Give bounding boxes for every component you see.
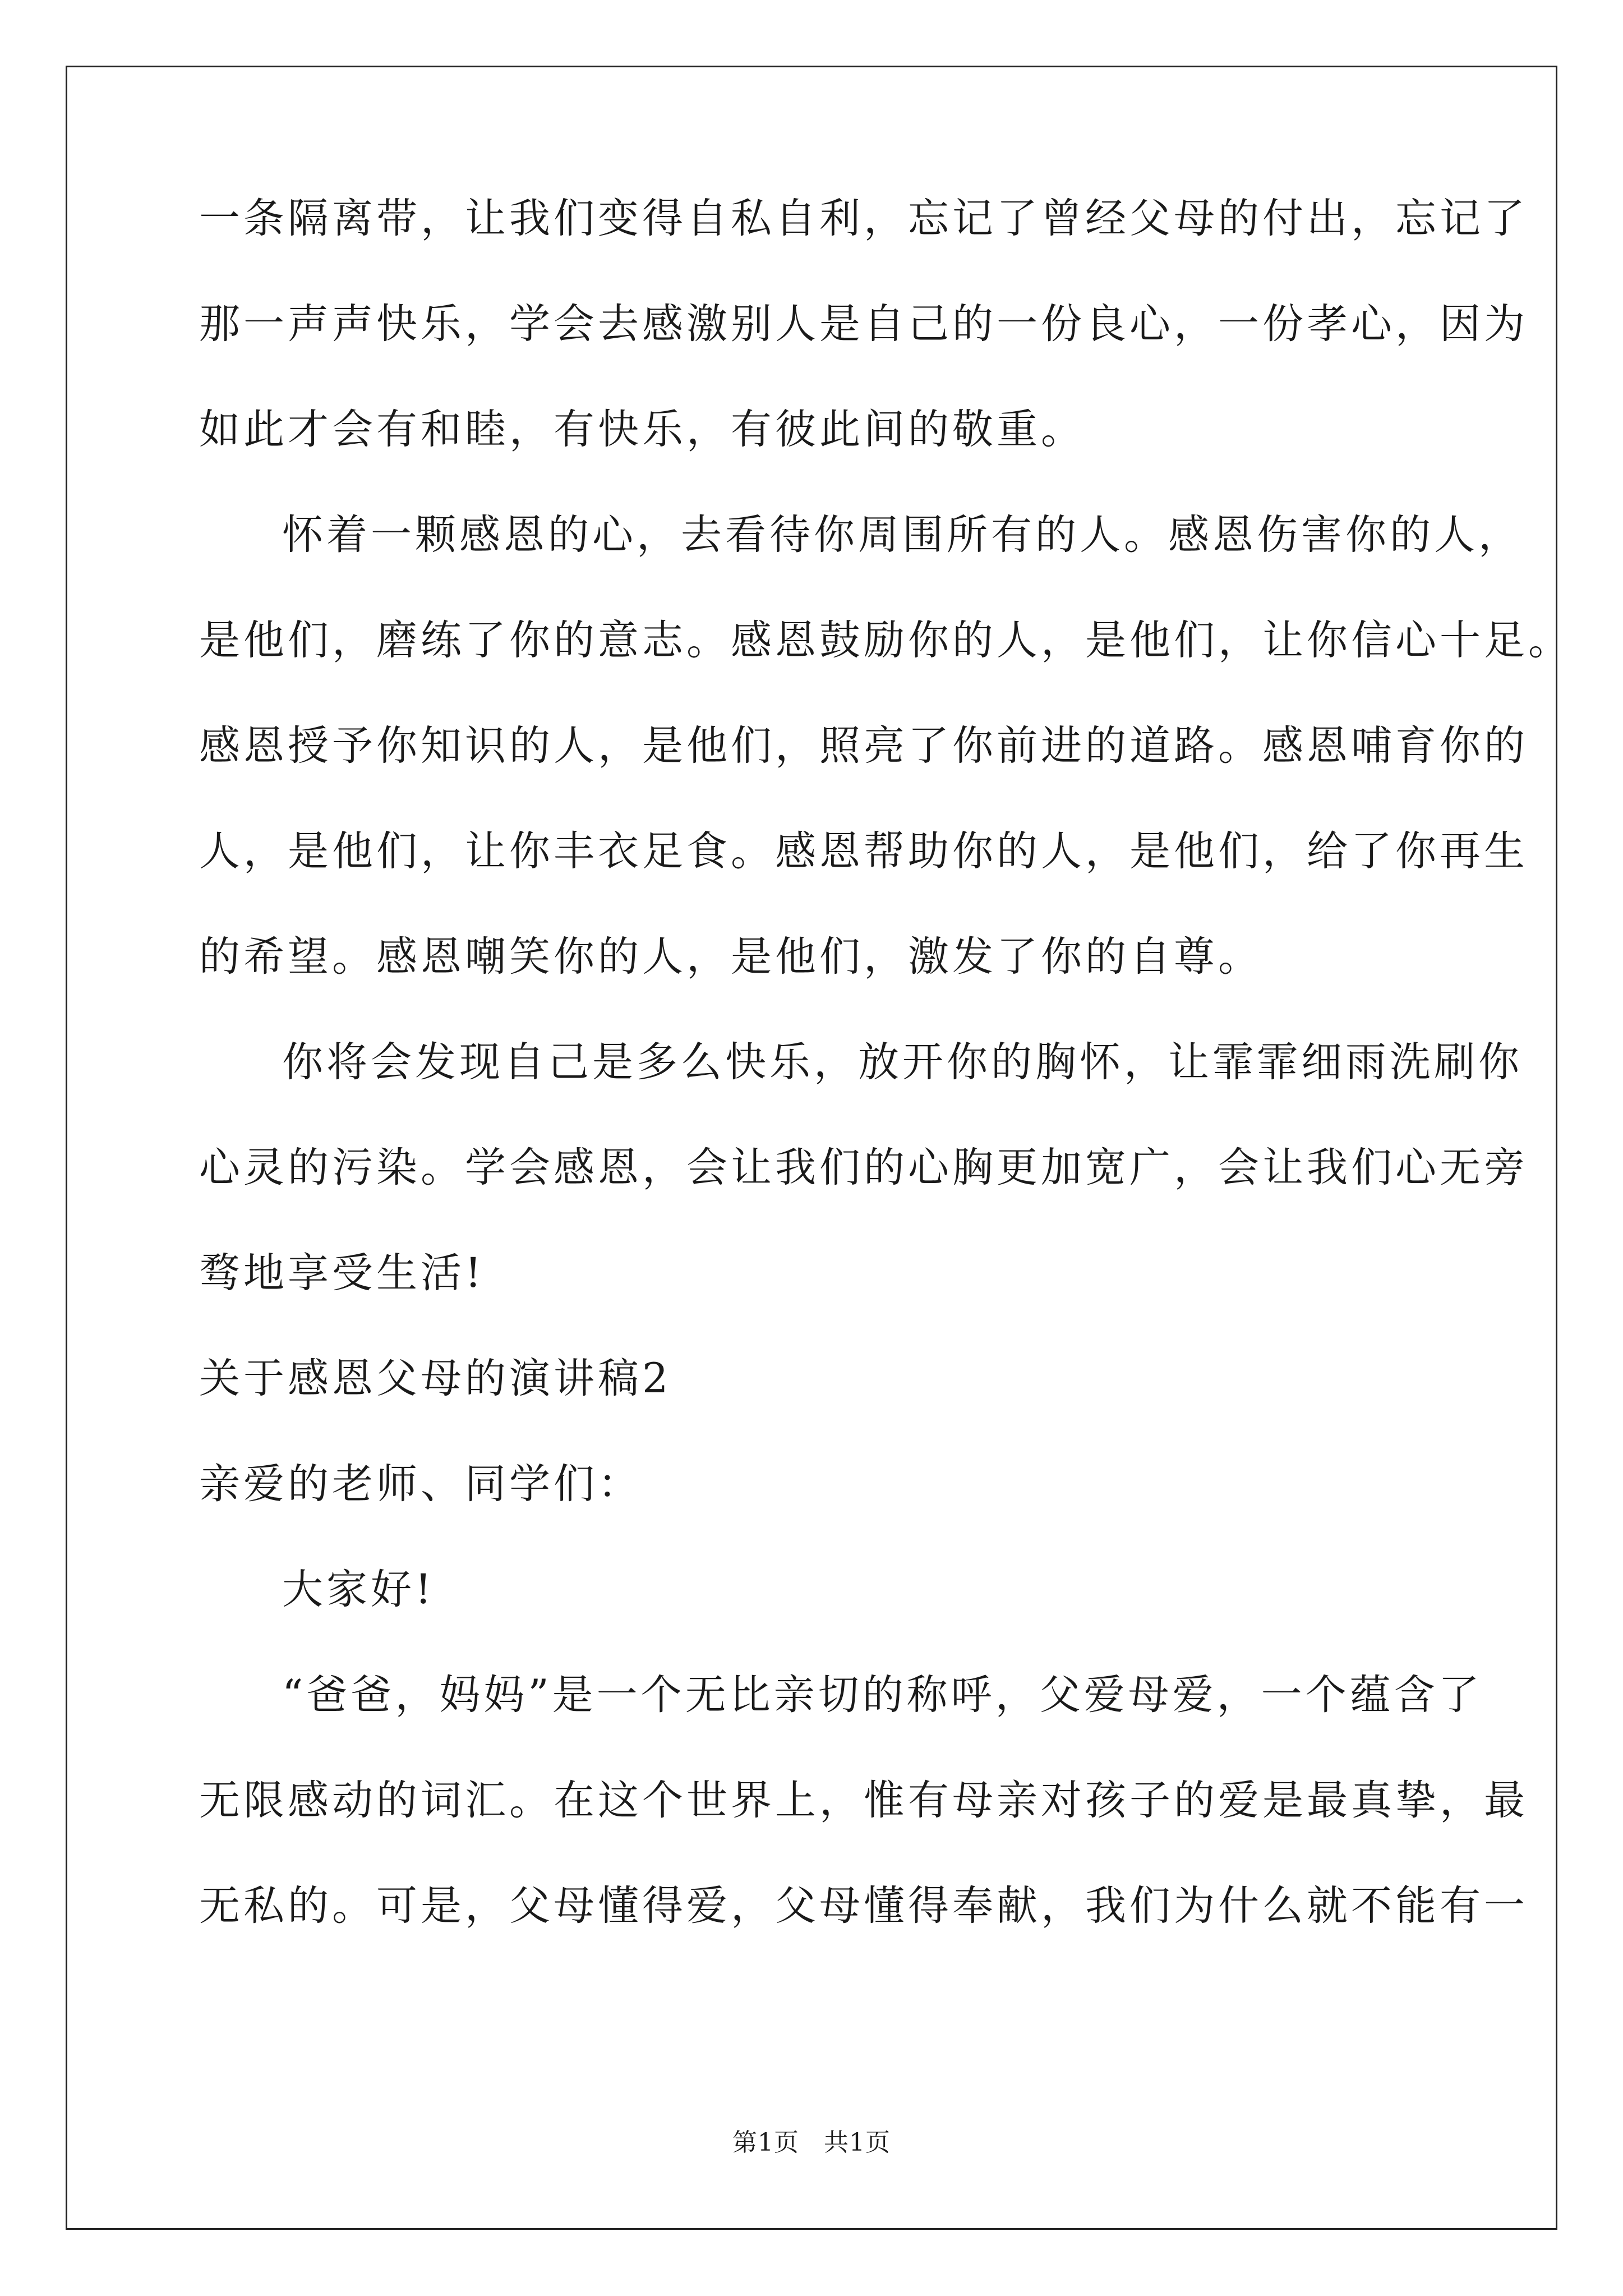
salutation: 亲爱的老师、同学们： (199, 1460, 642, 1508)
page-footer (0, 2126, 1623, 2160)
paragraph-line: 你将会发现自己是多么快乐，放开你的胸怀，让霏霏细雨洗刷你 (282, 1038, 1523, 1086)
paragraph-line: 心灵的污染。学会感恩，会让我们的心胸更加宽广，会让我们心无旁 (199, 1144, 1528, 1191)
paragraph-line: 一条隔离带，让我们变得自私自利，忘记了曾经父母的付出，忘记了 (199, 195, 1528, 242)
paragraph-line: 骛地享受生活! (199, 1249, 485, 1297)
page-total: 共1页 (824, 2128, 891, 2157)
paragraph-line: 感恩授予你知识的人，是他们，照亮了你前进的道路。感恩哺育你的 (199, 722, 1528, 770)
paragraph-line: 怀着一颗感恩的心，去看待你周围所有的人。感恩伤害你的人， (282, 511, 1523, 559)
paragraph-line: 无限感动的词汇。在这个世界上，惟有母亲对孩子的爱是最真挚，最 (199, 1777, 1528, 1824)
paragraph-line: 是他们，磨练了你的意志。感恩鼓励你的人，是他们，让你信心十足。 (199, 616, 1573, 664)
section-heading: 关于感恩父母的演讲稿2 (199, 1355, 672, 1402)
greeting: 大家好! (282, 1566, 435, 1613)
paragraph-line: 那一声声快乐，学会去感激别人是自己的一份良心，一份孝心，因为 (199, 300, 1528, 348)
page-number: 第1页 (732, 2128, 799, 2157)
paragraph-line: 如此才会有和睦，有快乐，有彼此间的敬重。 (199, 406, 1085, 453)
paragraph-line: 人，是他们，让你丰衣足食。感恩帮助你的人，是他们，给了你再生 (199, 827, 1528, 875)
paragraph-line: 的希望。感恩嘲笑你的人，是他们，激发了你的自尊。 (199, 933, 1262, 981)
paragraph-line: 无私的。可是，父母懂得爱，父母懂得奉献，我们为什么就不能有一 (199, 1882, 1528, 1930)
paragraph-line: “爸爸，妈妈”是一个无比亲切的称呼，父爱母爱，一个蕴含了 (282, 1671, 1483, 1719)
